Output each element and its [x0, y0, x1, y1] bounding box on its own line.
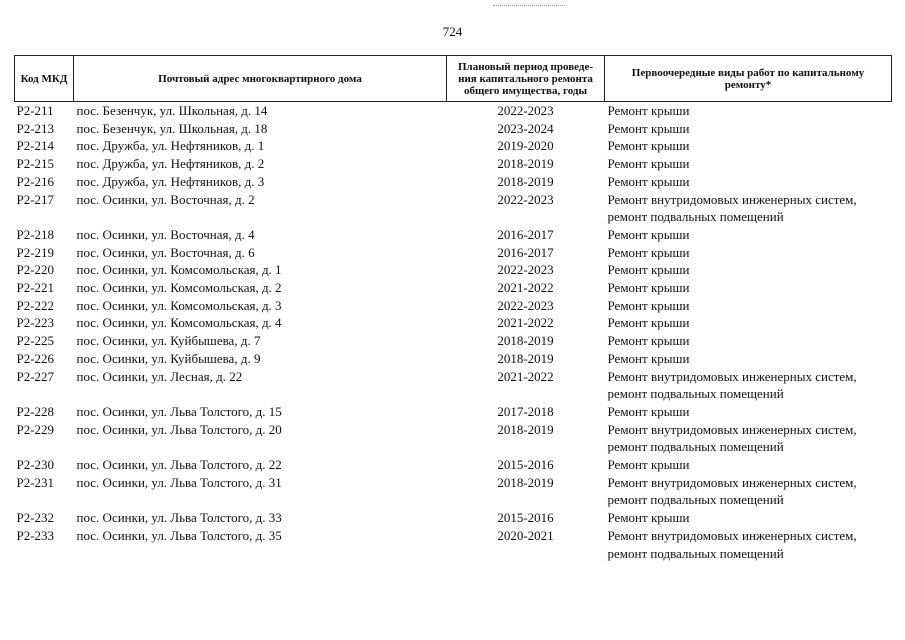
works-line: ремонт подвальных помещений: [607, 439, 784, 455]
priority-works: [605, 244, 892, 262]
table-row: [15, 226, 892, 244]
mkd-code: Р2-215: [16, 156, 55, 172]
priority-works: [605, 474, 892, 509]
repair-period: 2018-2019: [497, 421, 554, 437]
mkd-code: Р2-231: [16, 474, 55, 490]
repair-period: 2022-2023: [497, 103, 554, 118]
mkd-code: Р2-228: [16, 403, 55, 419]
scan-mark: [493, 5, 565, 6]
repair-period: 2016-2017: [497, 226, 554, 242]
priority-works: [605, 350, 892, 368]
works-line: ремонт подвальных помещений: [607, 545, 784, 561]
mkd-code: Р2-226: [16, 350, 55, 366]
table-row: [15, 509, 892, 527]
works-line: Ремонт внутридомовых инженерных систем,: [607, 368, 857, 384]
table-row: [15, 102, 892, 120]
works-line: Ремонт крыши: [607, 244, 690, 260]
table-row: [15, 297, 892, 315]
table-row: [15, 191, 892, 226]
postal-address: пос. Осинки, ул. Льва Толстого, д. 22: [76, 457, 282, 473]
table-row: [15, 279, 892, 297]
postal-address: пос. Дружба, ул. Нефтяников, д. 1: [76, 138, 265, 154]
repair-period: 2018-2019: [497, 350, 554, 366]
mkd-code: Р2-229: [16, 421, 55, 437]
repair-period: 2018-2019: [497, 173, 554, 189]
repair-period: 2022-2023: [497, 191, 554, 207]
mkd-code: Р2-230: [16, 457, 55, 473]
postal-address: пос. Дружба, ул. Нефтяников, д. 2: [76, 156, 265, 172]
mkd-code: Р2-213: [16, 120, 55, 136]
repair-period: 2015-2016: [497, 510, 554, 526]
works-line: ремонт подвальных помещений: [607, 386, 784, 402]
postal-address: пос. Осинки, ул. Куйбышева, д. 9: [76, 350, 261, 366]
priority-works: [605, 191, 892, 226]
priority-works: [605, 297, 892, 315]
repair-period: 2021-2022: [497, 315, 554, 331]
postal-address: пос. Безенчук, ул. Школьная, д. 18: [76, 120, 268, 136]
postal-address: пос. Дружба, ул. Нефтяников, д. 3: [76, 173, 265, 189]
header-code: Код МКД: [15, 56, 74, 102]
postal-address: пос. Осинки, ул. Льва Толстого, д. 20: [76, 421, 282, 437]
priority-works: [605, 527, 892, 562]
repair-period: 2021-2022: [497, 280, 554, 296]
works-line: Ремонт крыши: [607, 510, 690, 526]
postal-address: пос. Осинки, ул. Льва Толстого, д. 35: [76, 527, 282, 543]
repair-period: 2020-2021: [497, 527, 554, 543]
works-line: Ремонт внутридомовых инженерных систем,: [607, 191, 857, 207]
priority-works: [605, 261, 892, 279]
header-period: Плановый период проведе-ния капитального ремонта общего имущества, годы: [447, 56, 605, 102]
mkd-code: Р2-216: [16, 173, 55, 189]
works-line: Ремонт крыши: [607, 262, 690, 278]
table-row: [15, 527, 892, 562]
priority-works: [605, 509, 892, 527]
postal-address: пос. Осинки, ул. Восточная, д. 2: [76, 191, 255, 207]
priority-works: [605, 332, 892, 350]
repair-period: 2022-2023: [497, 262, 554, 278]
works-line: Ремонт крыши: [607, 350, 690, 366]
postal-address: пос. Осинки, ул. Льва Толстого, д. 15: [76, 403, 282, 419]
priority-works: [605, 421, 892, 456]
repair-period: 2021-2022: [497, 368, 554, 384]
table-row: [15, 120, 892, 138]
postal-address: пос. Осинки, ул. Комсомольская, д. 2: [76, 280, 282, 296]
repair-period: 2015-2016: [497, 457, 554, 473]
postal-address: пос. Осинки, ул. Лесная, д. 22: [76, 368, 243, 384]
postal-address: пос. Осинки, ул. Льва Толстого, д. 31: [76, 474, 282, 490]
postal-address: пос. Осинки, ул. Льва Толстого, д. 33: [76, 510, 282, 526]
priority-works: [605, 456, 892, 474]
works-line: ремонт подвальных помещений: [607, 209, 784, 225]
repair-period: 2022-2023: [497, 297, 554, 313]
capital-repair-table: [14, 55, 892, 562]
table-row: [15, 261, 892, 279]
mkd-code: Р2-222: [16, 297, 55, 313]
repair-period: 2023-2024: [497, 120, 554, 136]
priority-works: [605, 155, 892, 173]
postal-address: пос. Осинки, ул. Восточная, д. 4: [76, 226, 255, 242]
works-line: Ремонт крыши: [607, 280, 690, 296]
priority-works: [605, 173, 892, 191]
mkd-code: Р2-225: [16, 333, 55, 349]
table-header-row: [15, 56, 892, 102]
table-row: [15, 456, 892, 474]
priority-works: [605, 279, 892, 297]
works-line: Ремонт крыши: [607, 138, 690, 154]
works-line: Ремонт крыши: [607, 457, 690, 473]
works-line: Ремонт крыши: [607, 156, 690, 172]
page-number: 724: [442, 24, 463, 39]
mkd-code: Р2-227: [16, 368, 55, 384]
priority-works: [605, 403, 892, 421]
table-row: [15, 421, 892, 456]
works-line: Ремонт крыши: [607, 333, 690, 349]
table-row: [15, 403, 892, 421]
table-row: [15, 314, 892, 332]
table-row: [15, 137, 892, 155]
table-body: [15, 102, 892, 563]
mkd-code: Р2-214: [16, 138, 55, 154]
postal-address: пос. Осинки, ул. Комсомольская, д. 4: [76, 315, 282, 331]
repair-period: 2018-2019: [497, 333, 554, 349]
mkd-code: Р2-221: [16, 280, 55, 296]
works-line: Ремонт крыши: [607, 315, 690, 331]
priority-works: [605, 102, 892, 120]
repair-period: 2018-2019: [497, 474, 554, 490]
postal-address: пос. Осинки, ул. Комсомольская, д. 1: [76, 262, 282, 278]
mkd-code: Р2-217: [16, 191, 55, 207]
mkd-code: Р2-223: [16, 315, 55, 331]
priority-works: [605, 120, 892, 138]
mkd-code: Р2-218: [16, 226, 55, 242]
mkd-code: Р2-211: [16, 103, 54, 118]
repair-period: 2019-2020: [497, 138, 554, 154]
repair-period: 2017-2018: [497, 403, 554, 419]
mkd-code: Р2-232: [16, 510, 55, 526]
postal-address: пос. Осинки, ул. Восточная, д. 6: [76, 244, 255, 260]
table-row: [15, 368, 892, 403]
works-line: Ремонт крыши: [607, 297, 690, 313]
works-line: Ремонт крыши: [607, 403, 690, 419]
table-row: [15, 474, 892, 509]
mkd-code: Р2-220: [16, 262, 55, 278]
works-line: Ремонт крыши: [607, 103, 690, 118]
repair-period: 2018-2019: [497, 156, 554, 172]
postal-address: пос. Осинки, ул. Комсомольская, д. 3: [76, 297, 282, 313]
postal-address: пос. Осинки, ул. Куйбышева, д. 7: [76, 333, 261, 349]
works-line: Ремонт внутридомовых инженерных систем,: [607, 421, 857, 437]
table-row: [15, 155, 892, 173]
works-line: Ремонт крыши: [607, 226, 690, 242]
table-row: [15, 244, 892, 262]
mkd-code: Р2-219: [16, 244, 55, 260]
table-row: [15, 173, 892, 191]
priority-works: [605, 137, 892, 155]
priority-works: [605, 226, 892, 244]
works-line: Ремонт крыши: [607, 173, 690, 189]
table-row: [15, 350, 892, 368]
works-line: ремонт подвальных помещений: [607, 492, 784, 508]
header-works: Первоочередные виды работ по капитальному ремонту*: [605, 56, 892, 102]
header-address: Почтовый адрес многоквартирного дома: [74, 56, 447, 102]
postal-address: пос. Безенчук, ул. Школьная, д. 14: [76, 103, 268, 118]
repair-period: 2016-2017: [497, 244, 554, 260]
mkd-code: Р2-233: [16, 527, 55, 543]
works-line: Ремонт внутридомовых инженерных систем,: [607, 527, 857, 543]
works-line: Ремонт внутридомовых инженерных систем,: [607, 474, 857, 490]
table-row: [15, 332, 892, 350]
works-line: Ремонт крыши: [607, 120, 690, 136]
priority-works: [605, 314, 892, 332]
priority-works: [605, 368, 892, 403]
